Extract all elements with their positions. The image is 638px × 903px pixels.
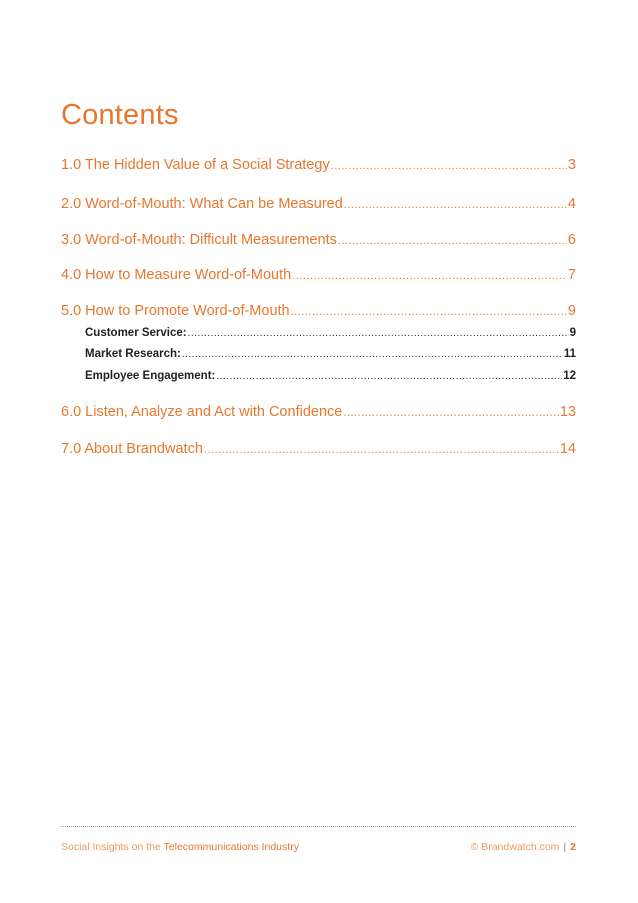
footer-title-prefix: Social Insights on the	[61, 841, 164, 853]
toc-entry-label: Customer Service:	[85, 327, 187, 339]
toc-entry-page: 7	[567, 267, 576, 283]
toc-entry-page: 14	[559, 441, 576, 457]
footer-separator: |	[563, 841, 567, 853]
dot-leader	[331, 161, 567, 172]
toc-entry-how-to-measure[interactable]	[61, 268, 576, 283]
toc-subentry-customer-service[interactable]	[85, 328, 576, 340]
dot-leader	[182, 350, 563, 360]
footer-title-industry: Telecommunications Industry	[163, 841, 299, 853]
toc-entry-listen-analyze-act[interactable]	[61, 405, 576, 420]
toc-entry-what-can-be-measured[interactable]	[61, 197, 576, 212]
toc-entry-label: 6.0 Listen, Analyze and Act with Confidence	[61, 404, 343, 420]
toc-entry-label: 1.0 The Hidden Value of a Social Strategy	[61, 157, 330, 173]
footer-document-title	[61, 841, 299, 853]
toc-entry-page: 6	[567, 232, 576, 248]
dot-leader	[216, 372, 562, 382]
dot-leader	[343, 408, 559, 419]
toc-subentry-market-research[interactable]	[85, 349, 576, 361]
toc-entry-about-brandwatch[interactable]	[61, 442, 576, 457]
dot-leader	[344, 200, 567, 211]
toc-entry-label: 7.0 About Brandwatch	[61, 441, 203, 457]
toc-entry-difficult-measurements[interactable]	[61, 233, 576, 248]
toc-entry-page: 11	[563, 348, 576, 360]
footer-divider	[61, 826, 576, 827]
toc-entry-page: 4	[567, 196, 576, 212]
toc-entry-page: 12	[563, 370, 576, 382]
toc-entry-page: 9	[569, 327, 576, 339]
toc-entry-page: 9	[567, 303, 576, 319]
page-title: Contents	[61, 99, 179, 131]
footer-copyright: © Brandwatch.com	[470, 841, 560, 853]
toc-entry-label: 3.0 Word-of-Mouth: Difficult Measurements	[61, 232, 337, 248]
toc-entry-label: Employee Engagement:	[85, 370, 216, 382]
footer-page-number: 2	[570, 841, 576, 853]
dot-leader	[291, 307, 567, 318]
footer-page-info	[471, 841, 576, 853]
toc-entry-label: 2.0 Word-of-Mouth: What Can be Measured	[61, 196, 343, 212]
toc-entry-label: Market Research:	[85, 348, 181, 360]
toc-entry-label: 4.0 How to Measure Word-of-Mouth	[61, 267, 292, 283]
dot-leader	[292, 271, 567, 282]
toc-entry-label: 5.0 How to Promote Word-of-Mouth	[61, 303, 290, 319]
dot-leader	[338, 236, 567, 247]
toc-entry-hidden-value[interactable]	[61, 158, 576, 173]
toc-entry-how-to-promote[interactable]	[61, 304, 576, 319]
toc-subentry-employee-engagement[interactable]	[85, 371, 576, 383]
dot-leader	[204, 445, 559, 456]
toc-entry-page: 3	[567, 157, 576, 173]
toc-entry-page: 13	[559, 404, 576, 420]
dot-leader	[188, 329, 569, 339]
